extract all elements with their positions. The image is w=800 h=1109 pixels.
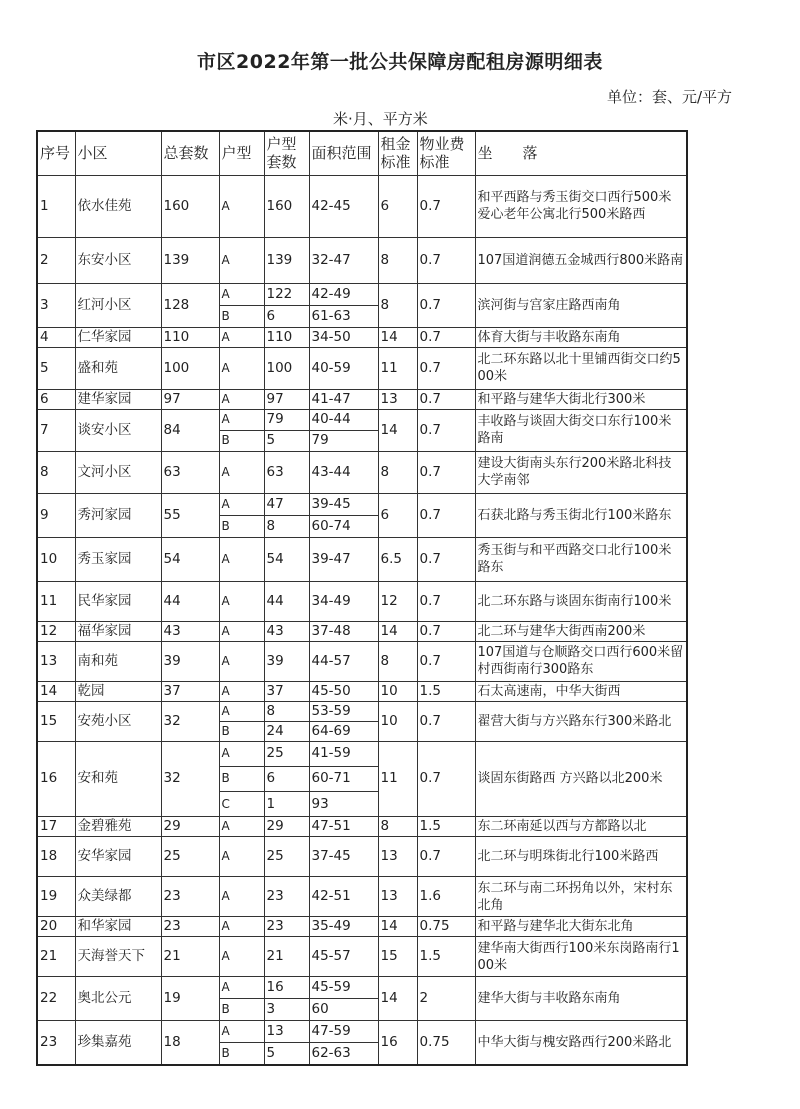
address: 谈固东街路西 方兴路以北200米 bbox=[475, 741, 687, 817]
col-header-area: 面积范围 bbox=[309, 131, 378, 175]
unit-type: B bbox=[219, 999, 264, 1021]
area-range: 53-59 bbox=[309, 701, 378, 721]
community-name: 众美绿都 bbox=[75, 877, 161, 917]
table-row bbox=[37, 937, 687, 977]
unit-type: A bbox=[219, 937, 264, 977]
row-number: 1 bbox=[37, 175, 75, 237]
unit-type: B bbox=[219, 430, 264, 451]
rent-standard: 8 bbox=[378, 237, 417, 283]
area-range: 44-57 bbox=[309, 641, 378, 681]
area-range: 34-50 bbox=[309, 327, 378, 347]
unit-type: A bbox=[219, 877, 264, 917]
area-range: 32-47 bbox=[309, 237, 378, 283]
total-units: 63 bbox=[161, 451, 219, 493]
property-fee: 0.7 bbox=[417, 701, 475, 741]
total-units: 97 bbox=[161, 389, 219, 409]
address: 107国道与仓顺路交口西行600米留村西街南行300路东 bbox=[475, 641, 687, 681]
unit-type-count: 5 bbox=[264, 430, 309, 451]
community-name: 安和苑 bbox=[75, 741, 161, 817]
unit-type-count: 1 bbox=[264, 792, 309, 817]
unit-type-count: 29 bbox=[264, 817, 309, 837]
rent-standard: 15 bbox=[378, 937, 417, 977]
table-row bbox=[37, 451, 687, 493]
area-range: 39-47 bbox=[309, 537, 378, 581]
community-name: 乾园 bbox=[75, 681, 161, 701]
row-number: 9 bbox=[37, 493, 75, 537]
area-range: 45-57 bbox=[309, 937, 378, 977]
area-range: 45-50 bbox=[309, 681, 378, 701]
unit-type-count: 23 bbox=[264, 877, 309, 917]
property-fee: 0.7 bbox=[417, 389, 475, 409]
address: 石获北路与秀玉街北行100米路东 bbox=[475, 493, 687, 537]
unit-type-count: 39 bbox=[264, 641, 309, 681]
total-units: 32 bbox=[161, 701, 219, 741]
community-name: 奥北公元 bbox=[75, 977, 161, 1021]
col-header-total: 总套数 bbox=[161, 131, 219, 175]
community-name: 安苑小区 bbox=[75, 701, 161, 741]
address: 滨河街与宫家庄路西南角 bbox=[475, 283, 687, 327]
table-row bbox=[37, 389, 687, 409]
rent-standard: 12 bbox=[378, 581, 417, 621]
unit-type-count: 44 bbox=[264, 581, 309, 621]
table-row bbox=[37, 347, 687, 389]
area-range: 41-59 bbox=[309, 741, 378, 766]
unit-type: A bbox=[219, 175, 264, 237]
total-units: 29 bbox=[161, 817, 219, 837]
property-fee: 1.6 bbox=[417, 877, 475, 917]
unit-type-count: 97 bbox=[264, 389, 309, 409]
total-units: 19 bbox=[161, 977, 219, 1021]
total-units: 128 bbox=[161, 283, 219, 327]
unit-type: B bbox=[219, 1043, 264, 1065]
total-units: 110 bbox=[161, 327, 219, 347]
community-name: 建华家园 bbox=[75, 389, 161, 409]
unit-type: A bbox=[219, 493, 264, 515]
rent-standard: 8 bbox=[378, 641, 417, 681]
rent-standard: 14 bbox=[378, 917, 417, 937]
unit-type: A bbox=[219, 641, 264, 681]
address: 北二环与建华大街西南200米 bbox=[475, 621, 687, 641]
rent-standard: 14 bbox=[378, 621, 417, 641]
row-number: 11 bbox=[37, 581, 75, 621]
col-header-no: 序号 bbox=[37, 131, 75, 175]
row-number: 20 bbox=[37, 917, 75, 937]
address: 中华大街与槐安路西行200米路北 bbox=[475, 1021, 687, 1065]
area-range: 47-51 bbox=[309, 817, 378, 837]
rent-standard: 10 bbox=[378, 701, 417, 741]
address: 107国道润德五金城西行800米路南 bbox=[475, 237, 687, 283]
row-number: 10 bbox=[37, 537, 75, 581]
total-units: 139 bbox=[161, 237, 219, 283]
property-fee: 0.75 bbox=[417, 1021, 475, 1065]
address: 和平路与建华大街北行300米 bbox=[475, 389, 687, 409]
property-fee: 0.7 bbox=[417, 741, 475, 817]
row-number: 5 bbox=[37, 347, 75, 389]
rent-standard: 8 bbox=[378, 283, 417, 327]
row-number: 8 bbox=[37, 451, 75, 493]
unit-type-count: 63 bbox=[264, 451, 309, 493]
address: 东二环南延以西与方都路以北 bbox=[475, 817, 687, 837]
unit-type-count: 21 bbox=[264, 937, 309, 977]
area-range: 39-45 bbox=[309, 493, 378, 515]
property-fee: 0.7 bbox=[417, 175, 475, 237]
table-row bbox=[37, 977, 687, 999]
col-header-type-count: 户型套数 bbox=[264, 131, 309, 175]
area-range: 42-51 bbox=[309, 877, 378, 917]
community-name: 东安小区 bbox=[75, 237, 161, 283]
unit-type: A bbox=[219, 917, 264, 937]
community-name: 珍集嘉苑 bbox=[75, 1021, 161, 1065]
table-row bbox=[37, 681, 687, 701]
page-title: 市区2022年第一批公共保障房配租房源明细表 bbox=[197, 51, 603, 73]
unit-type-count: 25 bbox=[264, 741, 309, 766]
rent-standard: 13 bbox=[378, 877, 417, 917]
unit-type-count: 5 bbox=[264, 1043, 309, 1065]
unit-type-count: 25 bbox=[264, 837, 309, 877]
rent-standard: 6.5 bbox=[378, 537, 417, 581]
row-number: 18 bbox=[37, 837, 75, 877]
col-header-name: 小区 bbox=[75, 131, 161, 175]
address: 建华大街与丰收路东南角 bbox=[475, 977, 687, 1021]
property-fee: 0.7 bbox=[417, 237, 475, 283]
area-range: 64-69 bbox=[309, 721, 378, 741]
total-units: 23 bbox=[161, 917, 219, 937]
row-number: 23 bbox=[37, 1021, 75, 1065]
unit-type-count: 6 bbox=[264, 766, 309, 791]
unit-type: C bbox=[219, 792, 264, 817]
row-number: 3 bbox=[37, 283, 75, 327]
area-range: 40-44 bbox=[309, 409, 378, 430]
unit-type: A bbox=[219, 389, 264, 409]
unit-type: A bbox=[219, 1021, 264, 1043]
unit-type-count: 110 bbox=[264, 327, 309, 347]
col-header-address: 坐 落 bbox=[475, 131, 687, 175]
total-units: 84 bbox=[161, 409, 219, 451]
address: 体育大街与丰收路东南角 bbox=[475, 327, 687, 347]
property-fee: 0.7 bbox=[417, 327, 475, 347]
area-range: 79 bbox=[309, 430, 378, 451]
total-units: 25 bbox=[161, 837, 219, 877]
table-row bbox=[37, 175, 687, 237]
rent-standard: 14 bbox=[378, 409, 417, 451]
table-row bbox=[37, 493, 687, 515]
area-range: 45-59 bbox=[309, 977, 378, 999]
unit-type: B bbox=[219, 766, 264, 791]
rent-standard: 14 bbox=[378, 977, 417, 1021]
property-fee: 0.75 bbox=[417, 917, 475, 937]
rent-standard: 6 bbox=[378, 493, 417, 537]
row-number: 16 bbox=[37, 741, 75, 817]
address: 东二环与南二环拐角以外，宋村东北角 bbox=[475, 877, 687, 917]
rent-standard: 6 bbox=[378, 175, 417, 237]
unit-type-count: 160 bbox=[264, 175, 309, 237]
community-name: 谈安小区 bbox=[75, 409, 161, 451]
table-row bbox=[37, 917, 687, 937]
unit-type-count: 37 bbox=[264, 681, 309, 701]
table-row bbox=[37, 817, 687, 837]
unit-type: A bbox=[219, 837, 264, 877]
table-row bbox=[37, 641, 687, 681]
col-header-type: 户型 bbox=[219, 131, 264, 175]
community-name: 南和苑 bbox=[75, 641, 161, 681]
community-name: 秀河家园 bbox=[75, 493, 161, 537]
property-fee: 0.7 bbox=[417, 621, 475, 641]
row-number: 21 bbox=[37, 937, 75, 977]
table-row bbox=[37, 581, 687, 621]
unit-type-count: 13 bbox=[264, 1021, 309, 1043]
unit-type-count: 3 bbox=[264, 999, 309, 1021]
area-range: 60-74 bbox=[309, 515, 378, 537]
property-fee: 0.7 bbox=[417, 493, 475, 537]
row-number: 7 bbox=[37, 409, 75, 451]
address: 建华南大街西行100米东岗路南行100米 bbox=[475, 937, 687, 977]
row-number: 19 bbox=[37, 877, 75, 917]
table-row bbox=[37, 1021, 687, 1043]
area-range: 62-63 bbox=[309, 1043, 378, 1065]
rent-standard: 16 bbox=[378, 1021, 417, 1065]
address: 丰收路与谈固大街交口东行100米路南 bbox=[475, 409, 687, 451]
community-name: 红河小区 bbox=[75, 283, 161, 327]
row-number: 6 bbox=[37, 389, 75, 409]
community-name: 天海誉天下 bbox=[75, 937, 161, 977]
rent-standard: 13 bbox=[378, 837, 417, 877]
address: 秀玉街与和平西路交口北行100米路东 bbox=[475, 537, 687, 581]
address: 北二环与明珠街北行100米路西 bbox=[475, 837, 687, 877]
area-range: 42-49 bbox=[309, 283, 378, 305]
area-range: 47-59 bbox=[309, 1021, 378, 1043]
unit-type-count: 79 bbox=[264, 409, 309, 430]
total-units: 44 bbox=[161, 581, 219, 621]
unit-type: A bbox=[219, 701, 264, 721]
property-fee: 0.7 bbox=[417, 641, 475, 681]
address: 和平西路与秀玉街交口西行500米爱心老年公寓北行500米路西 bbox=[475, 175, 687, 237]
property-fee: 0.7 bbox=[417, 537, 475, 581]
area-range: 60 bbox=[309, 999, 378, 1021]
total-units: 100 bbox=[161, 347, 219, 389]
unit-type: A bbox=[219, 581, 264, 621]
property-fee: 1.5 bbox=[417, 937, 475, 977]
table-row bbox=[37, 837, 687, 877]
property-fee: 0.7 bbox=[417, 581, 475, 621]
unit-type: B bbox=[219, 721, 264, 741]
unit-note-continued: 米·月、平方米 bbox=[333, 110, 428, 128]
property-fee: 0.7 bbox=[417, 283, 475, 327]
community-name: 仁华家园 bbox=[75, 327, 161, 347]
unit-type: A bbox=[219, 621, 264, 641]
table-row bbox=[37, 327, 687, 347]
property-fee: 1.5 bbox=[417, 817, 475, 837]
row-number: 13 bbox=[37, 641, 75, 681]
area-range: 42-45 bbox=[309, 175, 378, 237]
property-fee: 1.5 bbox=[417, 681, 475, 701]
rent-standard: 10 bbox=[378, 681, 417, 701]
community-name: 福华家园 bbox=[75, 621, 161, 641]
area-range: 40-59 bbox=[309, 347, 378, 389]
unit-type-count: 8 bbox=[264, 515, 309, 537]
property-fee: 0.7 bbox=[417, 409, 475, 451]
row-number: 22 bbox=[37, 977, 75, 1021]
rent-standard: 11 bbox=[378, 741, 417, 817]
unit-type-count: 100 bbox=[264, 347, 309, 389]
unit-type: A bbox=[219, 977, 264, 999]
property-fee: 0.7 bbox=[417, 451, 475, 493]
table-row bbox=[37, 537, 687, 581]
total-units: 160 bbox=[161, 175, 219, 237]
area-range: 60-71 bbox=[309, 766, 378, 791]
total-units: 37 bbox=[161, 681, 219, 701]
property-fee: 0.7 bbox=[417, 837, 475, 877]
area-range: 37-45 bbox=[309, 837, 378, 877]
address: 翟营大街与方兴路东行300米路北 bbox=[475, 701, 687, 741]
unit-type: B bbox=[219, 515, 264, 537]
rent-standard: 11 bbox=[378, 347, 417, 389]
area-range: 93 bbox=[309, 792, 378, 817]
unit-type: B bbox=[219, 305, 264, 327]
rent-standard: 13 bbox=[378, 389, 417, 409]
row-number: 4 bbox=[37, 327, 75, 347]
address: 北二环东路与谈固东街南行100米 bbox=[475, 581, 687, 621]
address: 建设大街南头东行200米路北科技大学南邻 bbox=[475, 451, 687, 493]
unit-type-count: 139 bbox=[264, 237, 309, 283]
community-name: 金碧雅苑 bbox=[75, 817, 161, 837]
unit-type-count: 23 bbox=[264, 917, 309, 937]
community-name: 盛和苑 bbox=[75, 347, 161, 389]
unit-type-count: 47 bbox=[264, 493, 309, 515]
unit-note: 单位：套、元/平方 bbox=[607, 88, 733, 106]
table-body bbox=[37, 175, 687, 1065]
unit-type: A bbox=[219, 741, 264, 766]
total-units: 21 bbox=[161, 937, 219, 977]
address: 北二环东路以北十里铺西街交口约500米 bbox=[475, 347, 687, 389]
unit-type: A bbox=[219, 409, 264, 430]
unit-type: A bbox=[219, 327, 264, 347]
row-number: 14 bbox=[37, 681, 75, 701]
table-row bbox=[37, 283, 687, 305]
area-range: 43-44 bbox=[309, 451, 378, 493]
community-name: 依水佳苑 bbox=[75, 175, 161, 237]
rent-standard: 14 bbox=[378, 327, 417, 347]
unit-type-count: 8 bbox=[264, 701, 309, 721]
row-number: 2 bbox=[37, 237, 75, 283]
unit-type-count: 16 bbox=[264, 977, 309, 999]
total-units: 54 bbox=[161, 537, 219, 581]
housing-table bbox=[36, 130, 688, 1066]
unit-type: A bbox=[219, 347, 264, 389]
total-units: 39 bbox=[161, 641, 219, 681]
table-row bbox=[37, 741, 687, 766]
rent-standard: 8 bbox=[378, 451, 417, 493]
community-name: 民华家园 bbox=[75, 581, 161, 621]
area-range: 34-49 bbox=[309, 581, 378, 621]
unit-type: A bbox=[219, 237, 264, 283]
total-units: 18 bbox=[161, 1021, 219, 1065]
unit-type-count: 43 bbox=[264, 621, 309, 641]
address: 石太高速南，中华大街西 bbox=[475, 681, 687, 701]
address: 和平路与建华北大街东北角 bbox=[475, 917, 687, 937]
total-units: 23 bbox=[161, 877, 219, 917]
unit-type-count: 6 bbox=[264, 305, 309, 327]
unit-type: A bbox=[219, 283, 264, 305]
total-units: 43 bbox=[161, 621, 219, 641]
total-units: 55 bbox=[161, 493, 219, 537]
col-header-rent: 租金标准 bbox=[378, 131, 417, 175]
header-row bbox=[37, 131, 687, 175]
unit-type: A bbox=[219, 681, 264, 701]
col-header-fee: 物业费标准 bbox=[417, 131, 475, 175]
community-name: 安华家园 bbox=[75, 837, 161, 877]
property-fee: 0.7 bbox=[417, 347, 475, 389]
unit-type: A bbox=[219, 537, 264, 581]
area-range: 35-49 bbox=[309, 917, 378, 937]
area-range: 41-47 bbox=[309, 389, 378, 409]
table-row bbox=[37, 409, 687, 430]
unit-type-count: 24 bbox=[264, 721, 309, 741]
area-range: 61-63 bbox=[309, 305, 378, 327]
community-name: 秀玉家园 bbox=[75, 537, 161, 581]
table-row bbox=[37, 237, 687, 283]
unit-type-count: 54 bbox=[264, 537, 309, 581]
area-range: 37-48 bbox=[309, 621, 378, 641]
table-row bbox=[37, 701, 687, 721]
unit-type-count: 122 bbox=[264, 283, 309, 305]
row-number: 12 bbox=[37, 621, 75, 641]
community-name: 文河小区 bbox=[75, 451, 161, 493]
rent-standard: 8 bbox=[378, 817, 417, 837]
property-fee: 2 bbox=[417, 977, 475, 1021]
table-row bbox=[37, 877, 687, 917]
table-row bbox=[37, 621, 687, 641]
unit-type: A bbox=[219, 451, 264, 493]
unit-type: A bbox=[219, 817, 264, 837]
row-number: 15 bbox=[37, 701, 75, 741]
row-number: 17 bbox=[37, 817, 75, 837]
total-units: 32 bbox=[161, 741, 219, 817]
community-name: 和华家园 bbox=[75, 917, 161, 937]
